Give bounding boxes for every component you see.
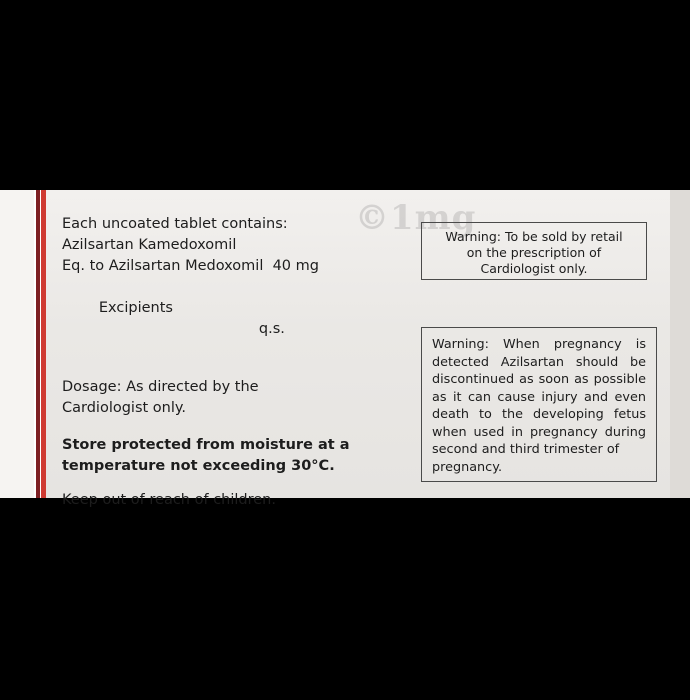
dosage-line: Dosage: As directed by the [62, 379, 259, 395]
pregnancy-warning-last-line: pregnancy. [432, 459, 503, 475]
retail-warning-line: Warning: To be sold by retail [445, 229, 623, 244]
dosage-line: Cardiologist only. [62, 400, 187, 416]
pregnancy-warning-box [421, 327, 657, 482]
composition-item: Azilsartan Kamedoxomil [62, 237, 237, 253]
letterbox-bottom [0, 498, 690, 700]
storage-line: Store protected from moisture at a [62, 437, 350, 453]
composition-item-value: q.s. [258, 321, 285, 337]
dosage-block [62, 377, 392, 419]
keep-out-of-reach-text: Keep out of reach of children. [62, 492, 276, 508]
retail-warning-box [421, 222, 647, 280]
product-photo [0, 190, 690, 508]
pregnancy-warning-text: Warning: When pregnancy is detected Azilsartan should be discontinued as soon as possible as it can cause injury and even death to the developing fetus when used in pregnancy during second and third trimester of [432, 337, 646, 457]
storage-block [62, 435, 392, 477]
composition-item: Eq. to Azilsartan Medoxomil 40 mg [62, 258, 319, 274]
composition-block [62, 214, 392, 361]
composition-item-label: Excipients [98, 300, 173, 316]
composition-column [62, 214, 392, 511]
watermark: ©1mg [355, 198, 477, 238]
composition-heading: Each uncoated tablet contains: [62, 216, 288, 232]
carton-stripe-dark [36, 190, 40, 498]
retail-warning-line: Cardiologist only. [480, 261, 588, 276]
retail-warning-line: on the prescription of [466, 245, 602, 260]
carton-left-edge [0, 190, 34, 498]
storage-line: temperature not exceeding 30°C. [62, 458, 335, 474]
letterbox-top [0, 0, 690, 190]
carton-right-edge [670, 190, 690, 498]
composition-item [62, 277, 392, 361]
